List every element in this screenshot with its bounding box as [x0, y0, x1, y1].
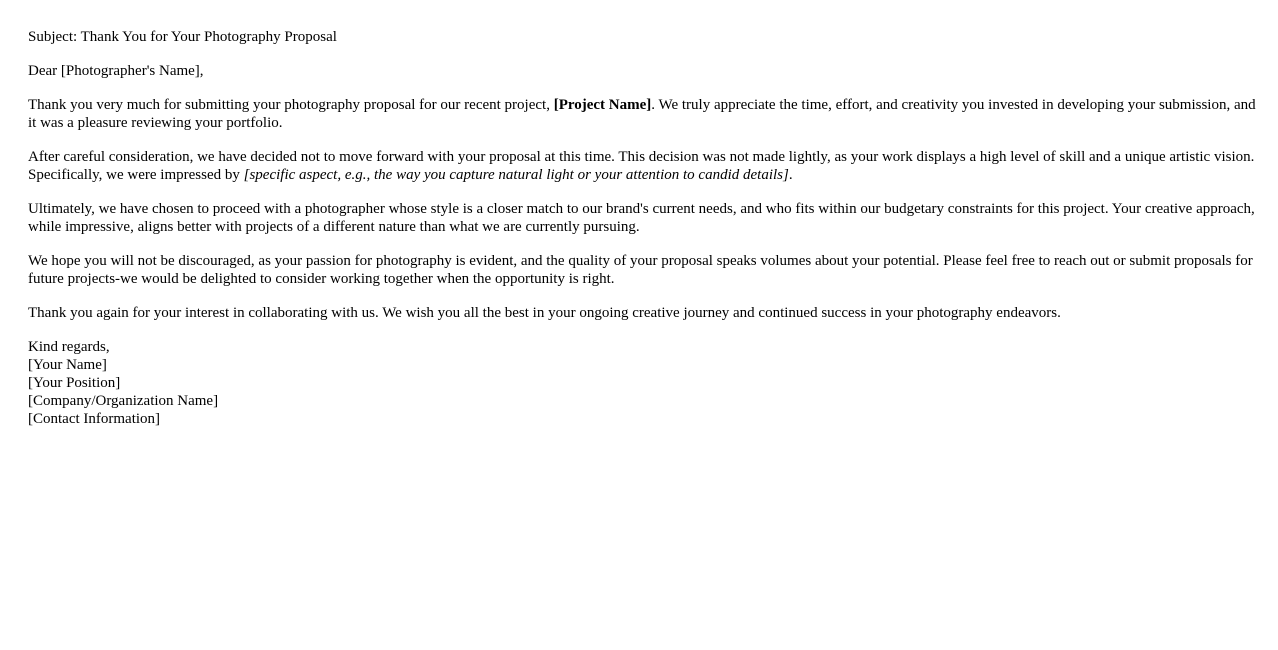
signature-contact: [Contact Information] [28, 411, 161, 427]
specific-aspect-placeholder: [specific aspect, e.g., the way you capture natural light or your attention to candid details] [243, 167, 789, 183]
paragraph-thanks: Thank you again for your interest in collaborating with us. We wish you all the best in your ongoing creative journey and continued success in your photography endeavors. [28, 305, 1061, 321]
signature-closing: Kind regards, [28, 339, 110, 355]
paragraph-intro-text-start: Thank you very much for submitting your photography proposal for our recent project, [28, 97, 554, 113]
paragraph-decision-text-end: . [788, 167, 793, 183]
paragraph-encouragement: We hope you will not be discouraged, as your passion for photography is evident, and the quality of your proposal speaks volumes about your potential. Please feel free to reach out or submit proposals for future projects-we would be delighted to consider working together when the opportunity is right. [28, 253, 1253, 287]
signature-position: [Your Position] [28, 375, 121, 391]
letter-body [28, 28, 1256, 428]
paragraph-reason: Ultimately, we have chosen to proceed with a photographer whose style is a closer match to our brand's current needs, and who fits within our budgetary constraints for this project. Your creative approach, while impressive, aligns better with projects of a different nature than what we are currently pursuing. [28, 201, 1255, 235]
subject-line: Subject: Thank You for Your Photography Proposal [28, 29, 337, 45]
paragraph-decision [28, 148, 1256, 184]
paragraph-intro-text-end: . We truly appreciate the time, effort, and creativity you invested in developing your submission, and it was a pleasure reviewing your portfolio. [28, 97, 1256, 131]
paragraph-decision-text-start: After careful consideration, we have decided not to move forward with your proposal at this time. This decision was not made lightly, as your work displays a high level of skill and a unique artistic vision. Specifically, we were impressed by [28, 149, 1255, 183]
paragraph-intro [28, 96, 1256, 132]
project-name-placeholder: [Project Name] [553, 97, 652, 113]
signature-name: [Your Name] [28, 357, 107, 373]
salutation: Dear [Photographer's Name], [28, 63, 204, 79]
signature-company: [Company/Organization Name] [28, 393, 219, 409]
signature-block [28, 338, 1256, 428]
